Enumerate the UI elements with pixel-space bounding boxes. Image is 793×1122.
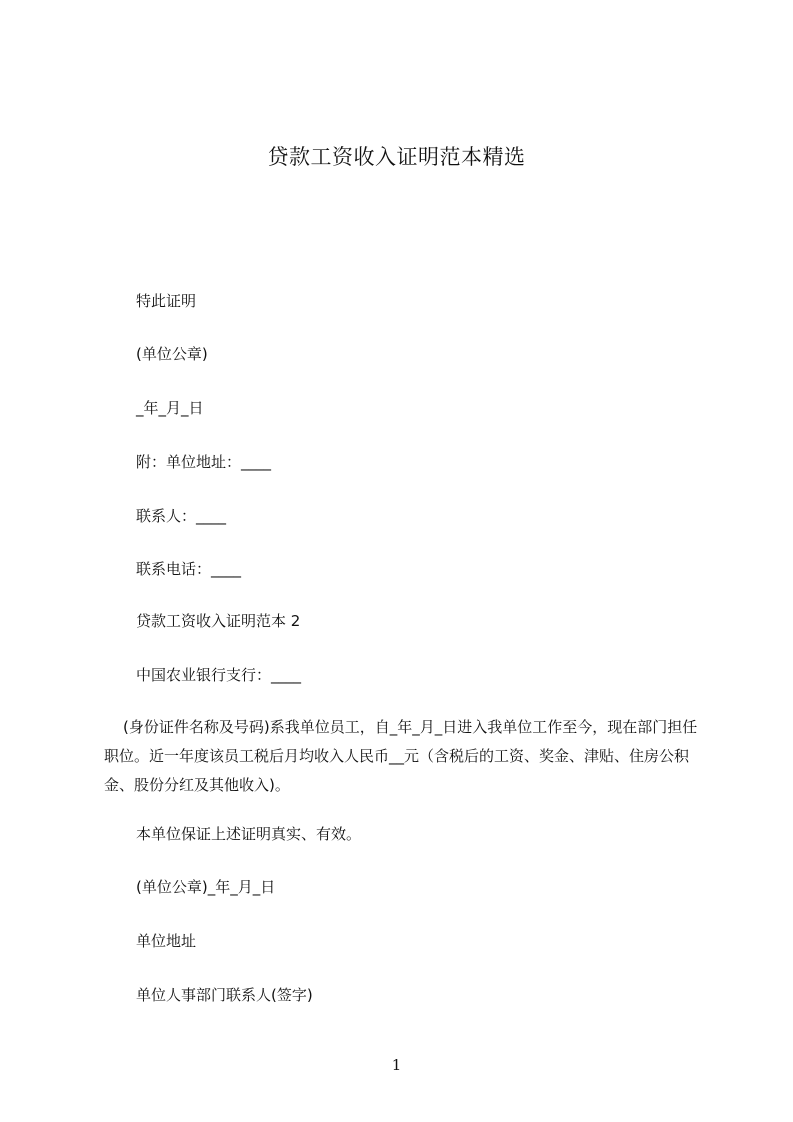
body-paragraph-text: (身份证件名称及号码)系我单位员工，自_年_月_日进入我单位工作至今，现在部门担任职位。近一年度该员工税后月均收入人民币__元（含税后的工资、奖金、津贴、住房公积金、股份分红及其他收入)。 <box>104 718 698 794</box>
text-line-contact-person: 联系人：____ <box>136 507 227 525</box>
page-number: 1 <box>391 1056 402 1074</box>
text-line-contact-phone: 联系电话：____ <box>136 560 242 578</box>
text-line-hr-contact-signature: 单位人事部门联系人(签字) <box>136 986 313 1004</box>
text-line-certify: 特此证明 <box>136 292 197 310</box>
document-title: 贷款工资收入证明范本精选 <box>267 145 526 169</box>
text-line-company-address: 附：单位地址：____ <box>136 453 272 471</box>
body-paragraph <box>104 713 704 800</box>
text-line-guarantee: 本单位保证上述证明真实、有效。 <box>136 825 362 843</box>
text-line-seal-date: (单位公章)_年_月_日 <box>136 878 276 896</box>
text-line-date: _年_月_日 <box>136 399 204 417</box>
text-line-bank-branch: 中国农业银行支行：____ <box>136 666 302 684</box>
text-line-template-heading: 贷款工资收入证明范本 2 <box>136 612 301 630</box>
text-line-unit-address: 单位地址 <box>136 932 197 950</box>
text-line-company-seal: (单位公章) <box>136 345 208 363</box>
